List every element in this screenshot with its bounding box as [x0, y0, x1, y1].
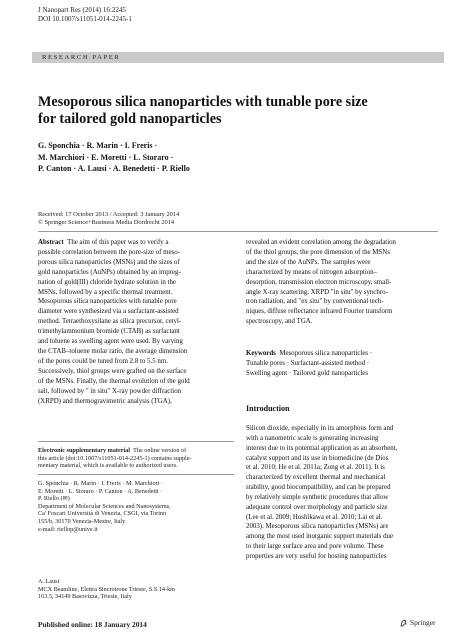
keywords-block [246, 349, 442, 379]
abstract-line: of the MSNs. Finally, the thermal evolution of the gold [38, 377, 190, 385]
abstract-line: of the pores could be tuned from 2.8 to 5.5 nm. [38, 357, 168, 365]
supplementary-note [38, 447, 234, 470]
intro-line: adequate control over morphology and particle size [246, 503, 388, 511]
springer-horse-icon [400, 619, 408, 627]
affiliation-line: G. Sponchia · R. Marin · I. Freris · M. Marchiori · [38, 480, 163, 487]
copyright-line: © Springer Science+Business Media Dordrecht 2014 [38, 219, 175, 226]
author-list [38, 140, 298, 175]
doi-line: DOI 10.1007/s11051-014-2245-1 [38, 15, 132, 23]
abstract-line: Successively, thiol groups were grafted on the surface [38, 367, 187, 375]
intro-line: to their large surface area and pore volume. These [246, 543, 384, 551]
published-online: Published online: 18 January 2014 [38, 620, 147, 629]
abstract-line: porous silica nanoparticles (MSNs) and the sizes of [38, 258, 180, 266]
esm-heading: Electronic supplementary material [38, 447, 130, 454]
title-line-1: Mesoporous silica nanoparticles with tunable pore size [38, 94, 368, 110]
affiliation-line: Department of Molecular Sciences and Nanosystems, [38, 502, 171, 510]
intro-line: catalyst support and its use in biomedicine (de Dios [246, 454, 389, 462]
keywords-line: Tunable pores · Surfactant-assisted method · [246, 359, 370, 367]
email-link[interactable]: e-mail: riellop@unive.it [38, 525, 98, 533]
footnote-divider-2 [38, 474, 234, 475]
intro-line: among the most used inorganic support materials due [246, 533, 394, 541]
abstract-line: niques, diffuse reflectance infrared Fourier transform [246, 308, 393, 316]
abstract-line: (XRPD) and thermogravimetric analysis (TGA), [38, 397, 172, 405]
abstract-line: trimethylammonium bromide (CTAB) as surfactant [38, 328, 180, 336]
abstract-column-left [38, 238, 234, 406]
abstract-line: desorption, transmission electron microscopy, small- [246, 278, 392, 286]
intro-line: stability, good biocompatibility, and can be prepared [246, 484, 391, 492]
abstract-line: salt, followed by " in situ" X-ray powder diffraction [38, 387, 182, 395]
abstract-line: and the size of the AuNPs. The samples were [246, 258, 371, 266]
keywords-heading: Keywords [246, 350, 276, 357]
esm-line: The online version of [133, 447, 187, 454]
affiliation-line: A. Lausi [38, 578, 60, 585]
journal-line-1: J Nanopart Res (2014) 16:2245 [38, 6, 126, 14]
abstract-line: nation of gold(III) chloride hydrate solution in the [38, 278, 176, 286]
abstract-line: spectroscopy, and TGA. [246, 318, 313, 326]
publication-dates [38, 211, 179, 227]
introduction-heading: Introduction [246, 404, 290, 413]
esm-line: mentary material, which is available to authorized users. [38, 462, 178, 470]
author-affiliation [38, 480, 234, 533]
author-line-1: G. Sponchia · R. Marin · I. Freris · [38, 141, 158, 150]
abstract-line: method. Tetraethoxysilane as silica precursor, cetyl- [38, 318, 182, 326]
affiliation-line: 155/b, 30170 Venezia-Mestre, Italy [38, 517, 126, 525]
intro-line: Silicon dioxide, especially in its amorphous form and [246, 425, 394, 432]
paper-title [38, 94, 438, 128]
intro-line: et al. 2010; He et al. 2011a; Zong et al. 2011). It is [246, 464, 385, 472]
article-type-label: RESEARCH PAPER [42, 54, 121, 61]
abstract-line: tron radiation, and "ex situ" by conventional tech- [246, 298, 384, 306]
publisher-mark [400, 618, 435, 627]
abstract-line: and toluene as swelling agent were used. By varying [38, 338, 183, 346]
abstract-line: the CTAB–toluene molar ratio, the average dimension [38, 347, 188, 355]
abstract-heading: Abstract [38, 239, 64, 246]
title-line-2: for tailored gold nanoparticles [38, 111, 222, 127]
keywords-line: Mesoporous silica nanoparticles · [279, 350, 373, 357]
abstract-line: of the thiol groups, the pore dimension of the MSNs [246, 248, 390, 256]
esm-doi-link[interactable]: this article (doi:10.1007/s11051-014-2245-1) contains supple- [38, 454, 192, 462]
abstract-line: diameter were synthesized via a surfactant-assisted [38, 308, 179, 316]
intro-line: by relatively simple synthetic procedures that allow [246, 493, 389, 501]
affiliation-line: P. Riello (✉) [38, 495, 70, 503]
introduction-body [246, 424, 442, 562]
publisher-name: Springer [410, 618, 436, 627]
abstract-line: revealed an evident correlation among the degradation [246, 239, 396, 246]
abstract-line: possible correlation between the pore-size of meso- [38, 248, 180, 256]
abstract-line: MSNs, followed by a specific thermal treatment. [38, 288, 173, 296]
affiliation-line: Ca' Foscari Università di Venezia, CSGI, via Torino [38, 510, 167, 518]
affiliation-line: MCX Beamline, Elettra Sincrotrone Trieste, S.S.14-km [38, 585, 175, 593]
second-affiliation [38, 578, 234, 601]
article-type-banner [32, 52, 444, 63]
intro-line: interest due to its potential application as an absorbent, [246, 444, 398, 452]
affiliation-line: E. Moretti · L. Storaro · P. Canton · A. Benedetti · [38, 487, 163, 495]
footnote-divider [38, 441, 234, 442]
abstract-line: Mesoporous silica nanoparticles with tunable pore [38, 298, 177, 306]
author-line-3: P. Canton · A. Lausi · A. Benedetti · P. Riello [38, 164, 190, 174]
abstract-column-right [246, 238, 442, 327]
keywords-line: Swelling agent · Tailored gold nanoparticles [246, 369, 369, 377]
intro-line: characterized by excellent thermal and mechanical [246, 474, 386, 482]
abstract-line: characterized by means of nitrogen adsorption– [246, 268, 378, 276]
abstract-line: gold nanoparticles (AuNPs) obtained by an impreg- [38, 268, 181, 276]
journal-citation [38, 6, 132, 24]
received-accepted: Received: 17 October 2013 / Accepted: 3 January 2014 [38, 211, 180, 218]
intro-line: with a nanometric scale is generating increasing [246, 434, 379, 442]
abstract-line: angle X-ray scattering, XRPD "in situ" by synchro- [246, 288, 388, 296]
affiliation-line: 163.5, 34149 Basovizza, Trieste, Italy [38, 593, 132, 601]
intro-line: properties are very useful for hosting nanoparticles [246, 552, 387, 560]
section-divider [38, 231, 438, 232]
intro-line: 2003). Mesoporous silica nanoparticles (MSNs) are [246, 523, 389, 531]
author-line-2: M. Marchiori · E. Moretti · L. Storaro · [38, 152, 174, 162]
intro-line: (Lee et al. 2009; Hoshikawa et al. 2010; Lai et al. [246, 513, 383, 521]
abstract-line: The aim of this paper was to verify a [67, 239, 169, 246]
